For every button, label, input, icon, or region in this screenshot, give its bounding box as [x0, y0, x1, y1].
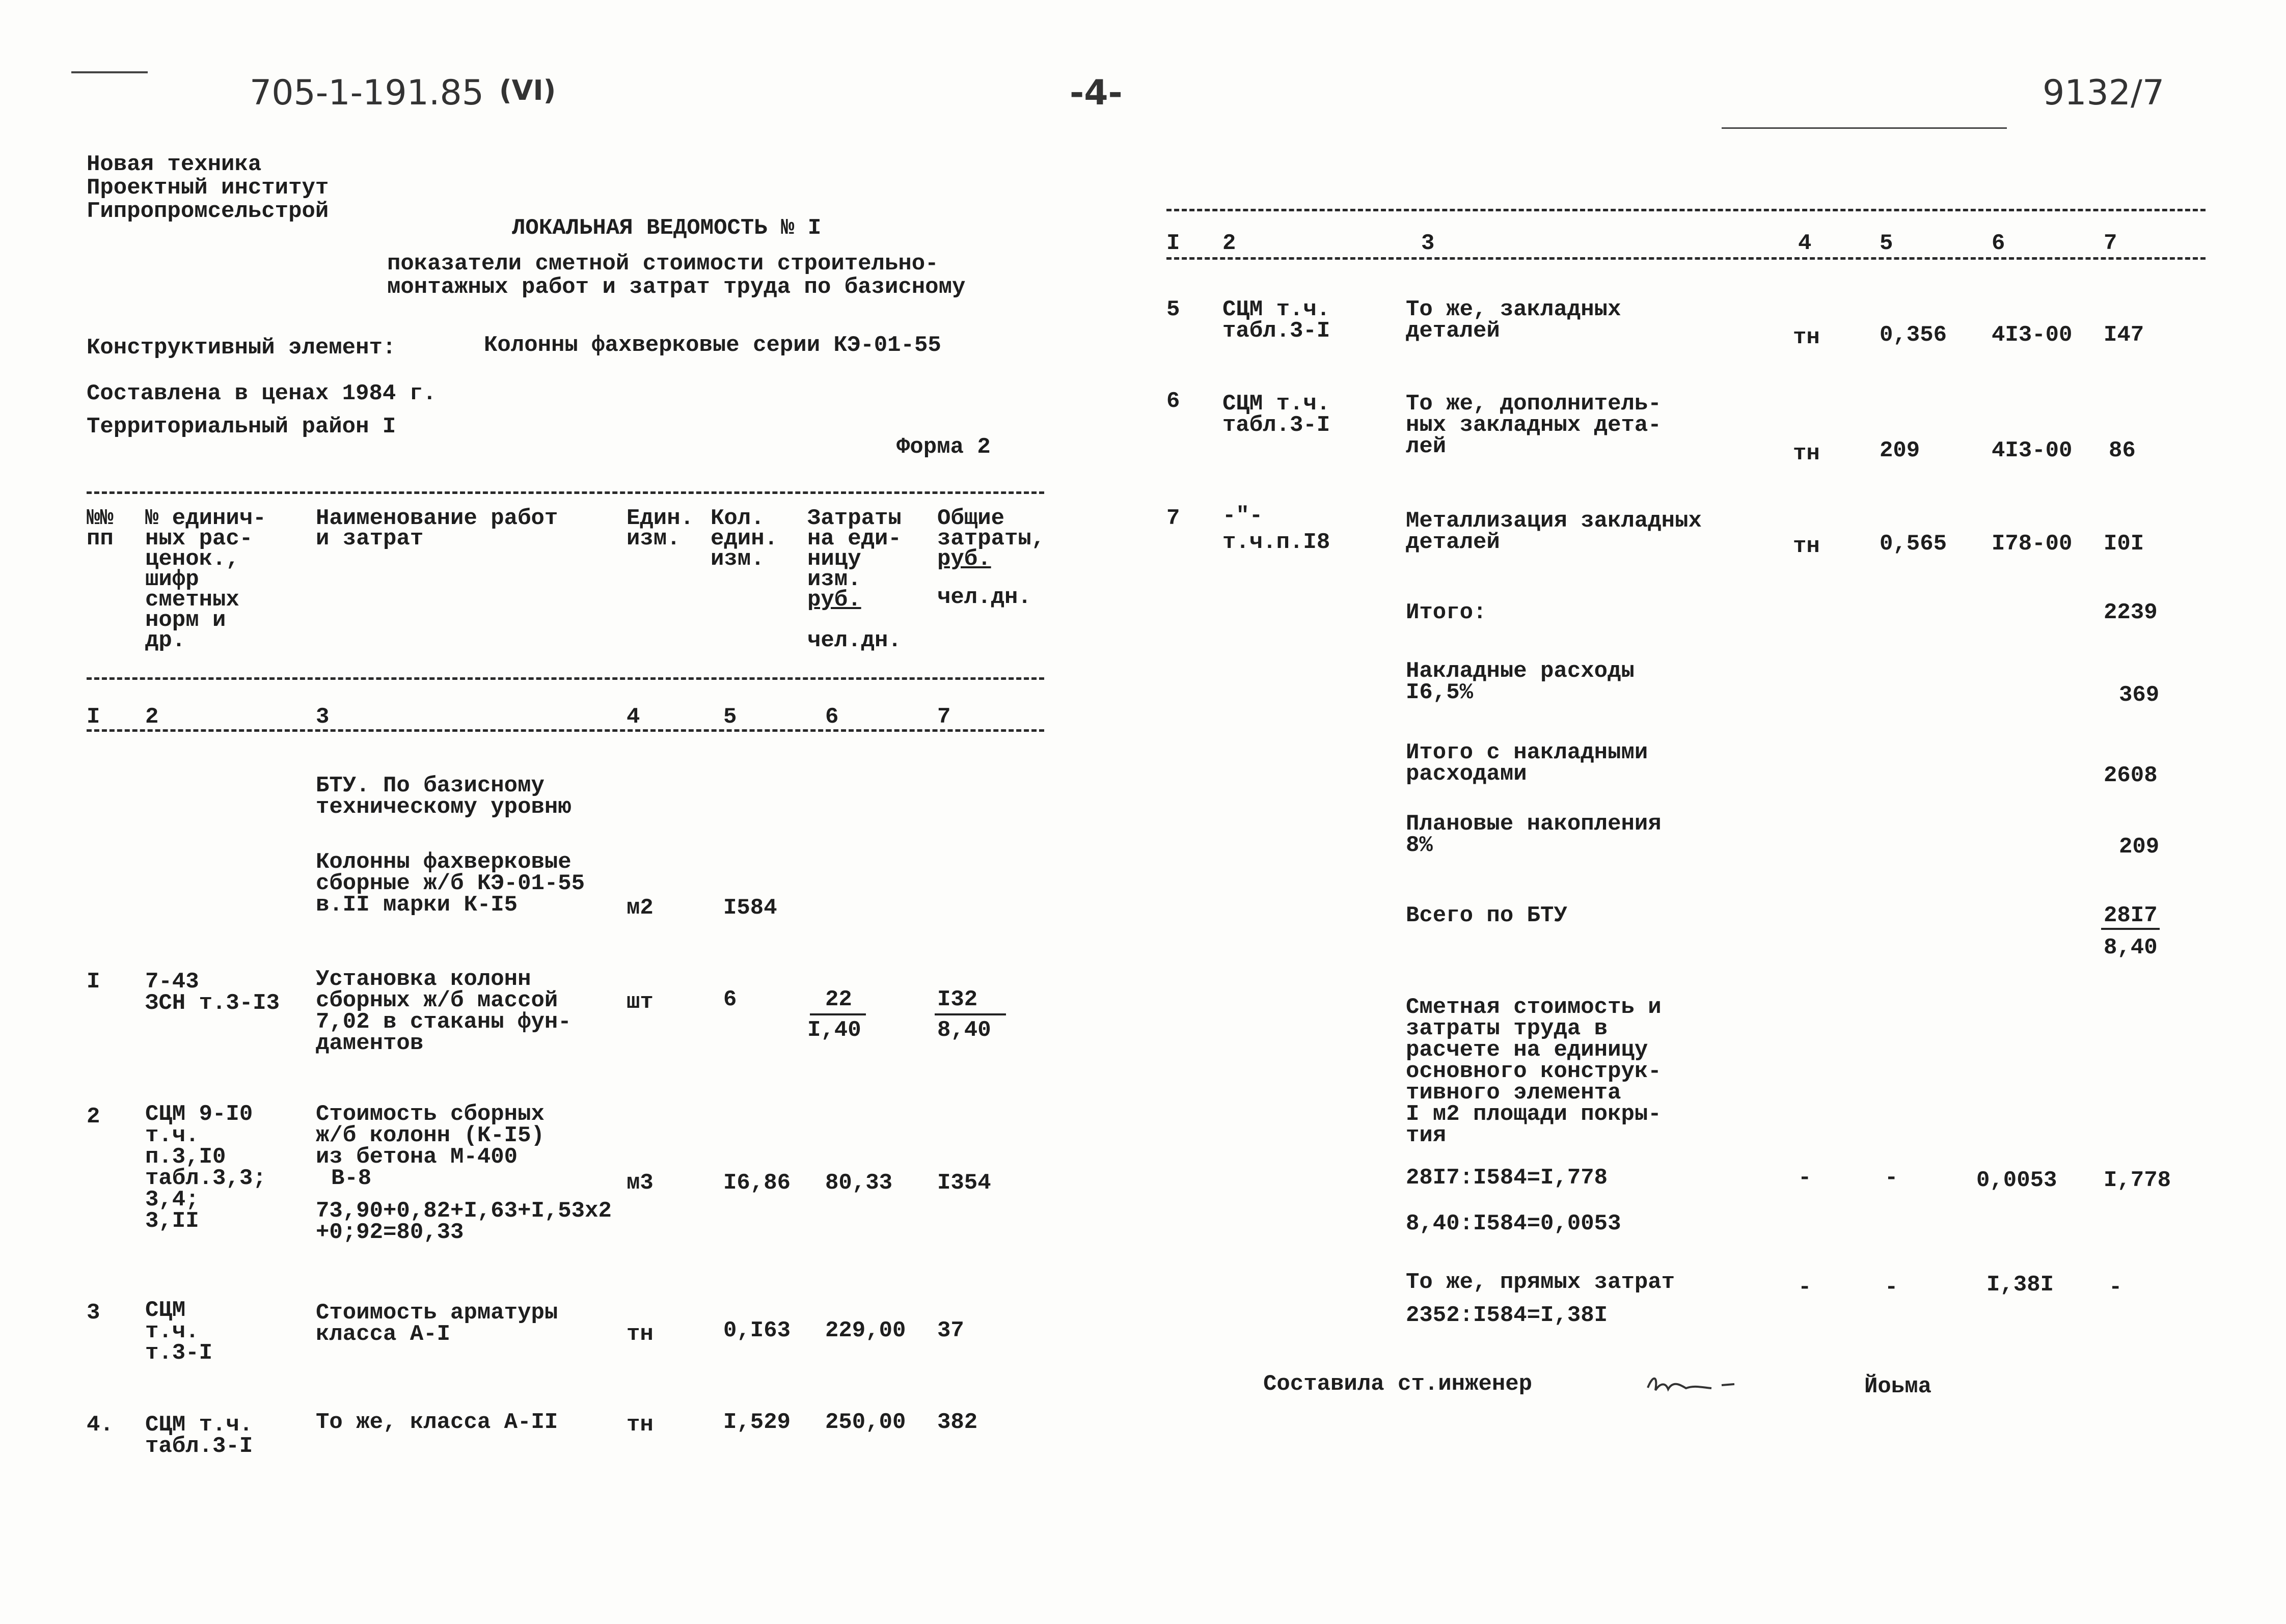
header-rule-left [71, 71, 148, 73]
unit-cost-calc-2: 8,40:I584=0,0053 [1406, 1211, 1621, 1236]
direct-cost-col4: - [1798, 1275, 1812, 1300]
region: Территориальный район I [87, 414, 396, 439]
signature-mark [1645, 1370, 1762, 1400]
doc-subtitle-2: монтажных работ и затрат труда по базисному [387, 274, 966, 300]
direct-cost-col5: - [1885, 1275, 1898, 1300]
overhead-value: 369 [2119, 682, 2160, 708]
element-label: Конструктивный элемент: [87, 335, 396, 361]
unit-cost-col5: - [1885, 1165, 1898, 1191]
all-btu-labor: 8,40 [2104, 935, 2158, 960]
form-number: Форма 2 [896, 434, 991, 460]
unit-cost-calc-1: 28I7:I584=I,778 [1406, 1165, 1608, 1191]
direct-cost-calc: 2352:I584=I,38I [1406, 1303, 1608, 1328]
price-level: Составлена в ценах 1984 г. [87, 381, 437, 406]
org-line-1: Новая техника [87, 152, 262, 177]
signature-label: Составила ст.инженер [1263, 1371, 1533, 1397]
unit-cost-col4: - [1798, 1165, 1812, 1191]
btu-qty: I584 [723, 895, 777, 921]
all-btu-value: 28I7 [2104, 903, 2158, 928]
element-value: Колонны фахверковые серии КЭ-01-55 [484, 333, 941, 358]
btu-unit: м2 [627, 895, 654, 921]
inventory-number: 9132/7 [2043, 73, 2165, 113]
itogo-value: 2239 [2104, 600, 2158, 625]
unit-cost-labor: 0,0053 [1976, 1168, 2057, 1193]
page-number: -4- [1070, 73, 1123, 113]
itogo-label: Итого: [1406, 600, 1487, 625]
right-table-top-rule [1166, 209, 2206, 211]
direct-cost-label: То же, прямых затрат [1406, 1270, 1675, 1295]
doc-volume: (VI) [499, 74, 556, 106]
doc-code: 705-1-191.85 [250, 73, 484, 113]
table-top-rule [87, 491, 1044, 494]
column-numbers-rule [87, 729, 1044, 732]
table-header-rule [87, 677, 1044, 680]
unit-cost-rub: I,778 [2104, 1168, 2171, 1193]
with-overhead-value: 2608 [2104, 763, 2158, 788]
org-line-2: Проектный институт [87, 175, 329, 201]
right-column-numbers-rule [1166, 257, 2206, 260]
all-btu-fraction-line [2101, 928, 2160, 930]
all-btu-label: Всего по БТУ [1406, 903, 1567, 928]
doc-title: ЛОКАЛЬНАЯ ВЕДОМОСТЬ № I [512, 215, 822, 241]
direct-cost-value: I,38I [1986, 1272, 2054, 1298]
header-rule-right [1722, 127, 2007, 129]
org-line-3: Гипропромсельстрой [87, 199, 329, 224]
signer-name: Йоьма [1864, 1374, 1932, 1399]
doc-subtitle-1: показатели сметной стоимости строительно- [387, 251, 939, 277]
planned-value: 209 [2119, 834, 2160, 860]
direct-cost-col7: - [2109, 1275, 2122, 1300]
